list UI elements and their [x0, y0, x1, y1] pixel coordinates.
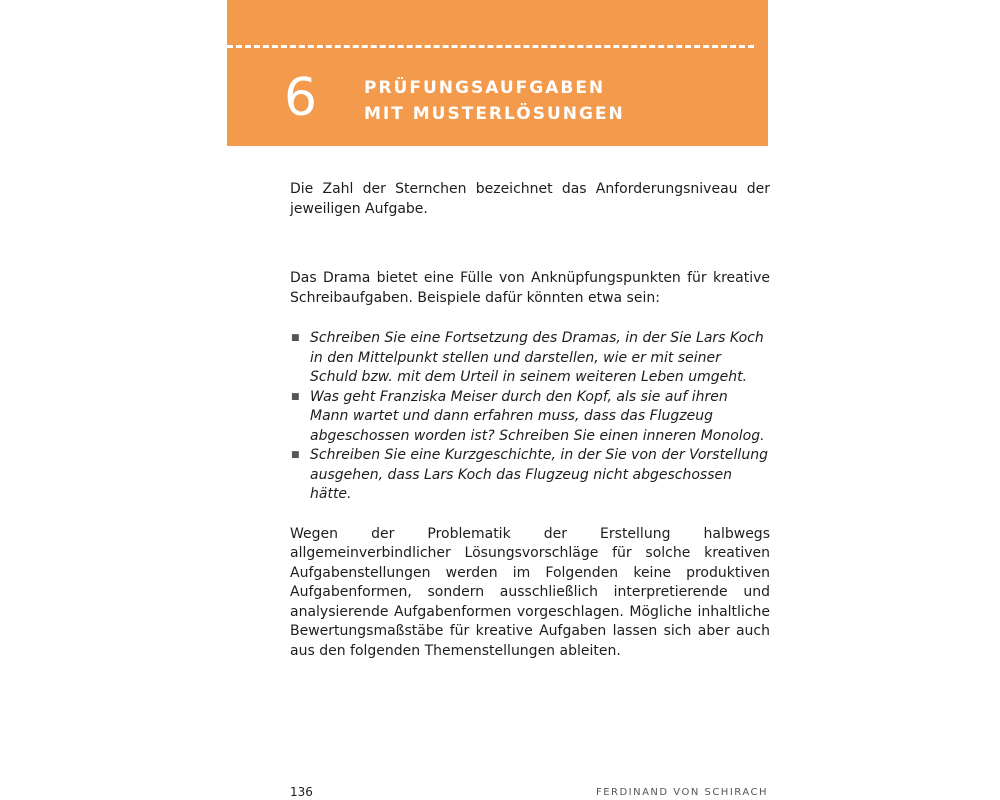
drama-paragraph: Das Drama bietet eine Fülle von Anknüpfungspunkten für kreative Schreibaufgaben. Beispiele dafür könnten etwa sein:	[290, 270, 770, 306]
chapter-title	[364, 75, 625, 127]
chapter-title-line-2: MIT MUSTERLÖSUNGEN	[364, 104, 625, 124]
chapter-title-line-1: PRÜFUNGSAUFGABEN	[364, 78, 606, 98]
square-bullet-icon: ■	[291, 333, 300, 343]
task-list	[290, 329, 770, 505]
chapter-header	[227, 0, 768, 146]
page-number: 136	[290, 785, 313, 799]
task-text: Schreiben Sie eine Kurzgeschichte, in der Sie von der Vorstellung ausgehen, dass Lars Koch das Flugzeug nicht abgeschossen hätte.	[310, 447, 768, 502]
task-list-item	[290, 388, 770, 447]
task-list-item	[290, 446, 770, 505]
intro-paragraph: Die Zahl der Sternchen bezeichnet das Anforderungsniveau der jeweiligen Aufgabe.	[290, 181, 770, 217]
dashed-divider	[227, 45, 754, 48]
task-list-item	[290, 329, 770, 388]
closing-paragraph: Wegen der Problematik der Erstellung halbwegs allgemeinverbindlicher Lösungsvorschläge für solche kreativen Aufgabenstellungen werden im Folgenden keine produktiven Aufgabenformen, sondern ausschließlich interpretierende und analysierende Aufgabenformen vorgeschlagen. Mögliche inhaltliche Bewertungsmaßstäbe für kreative Aufgaben lassen sich aber auch aus den folgenden Themenstellungen ableiten.	[290, 525, 770, 659]
running-footer-author: FERDINAND VON SCHIRACH	[595, 787, 768, 798]
chapter-number: 6	[284, 68, 318, 128]
square-bullet-icon: ■	[291, 450, 300, 460]
page-content	[290, 180, 770, 661]
square-bullet-icon: ■	[291, 391, 300, 402]
task-text: Was geht Franziska Meiser durch den Kopf, als sie auf ihren Mann wartet und dann erfahren muss, dass das Flugzeug abgeschossen worden ist? Schreiben Sie einen inneren Monolog.	[310, 388, 765, 444]
task-text: Schreiben Sie eine Fortsetzung des Dramas, in der Sie Lars Koch in den Mittelpunkt stellen und darstellen, wie er mit seiner Schuld bzw. mit dem Urteil in seinem weiteren Leben umgeht.	[310, 330, 764, 385]
